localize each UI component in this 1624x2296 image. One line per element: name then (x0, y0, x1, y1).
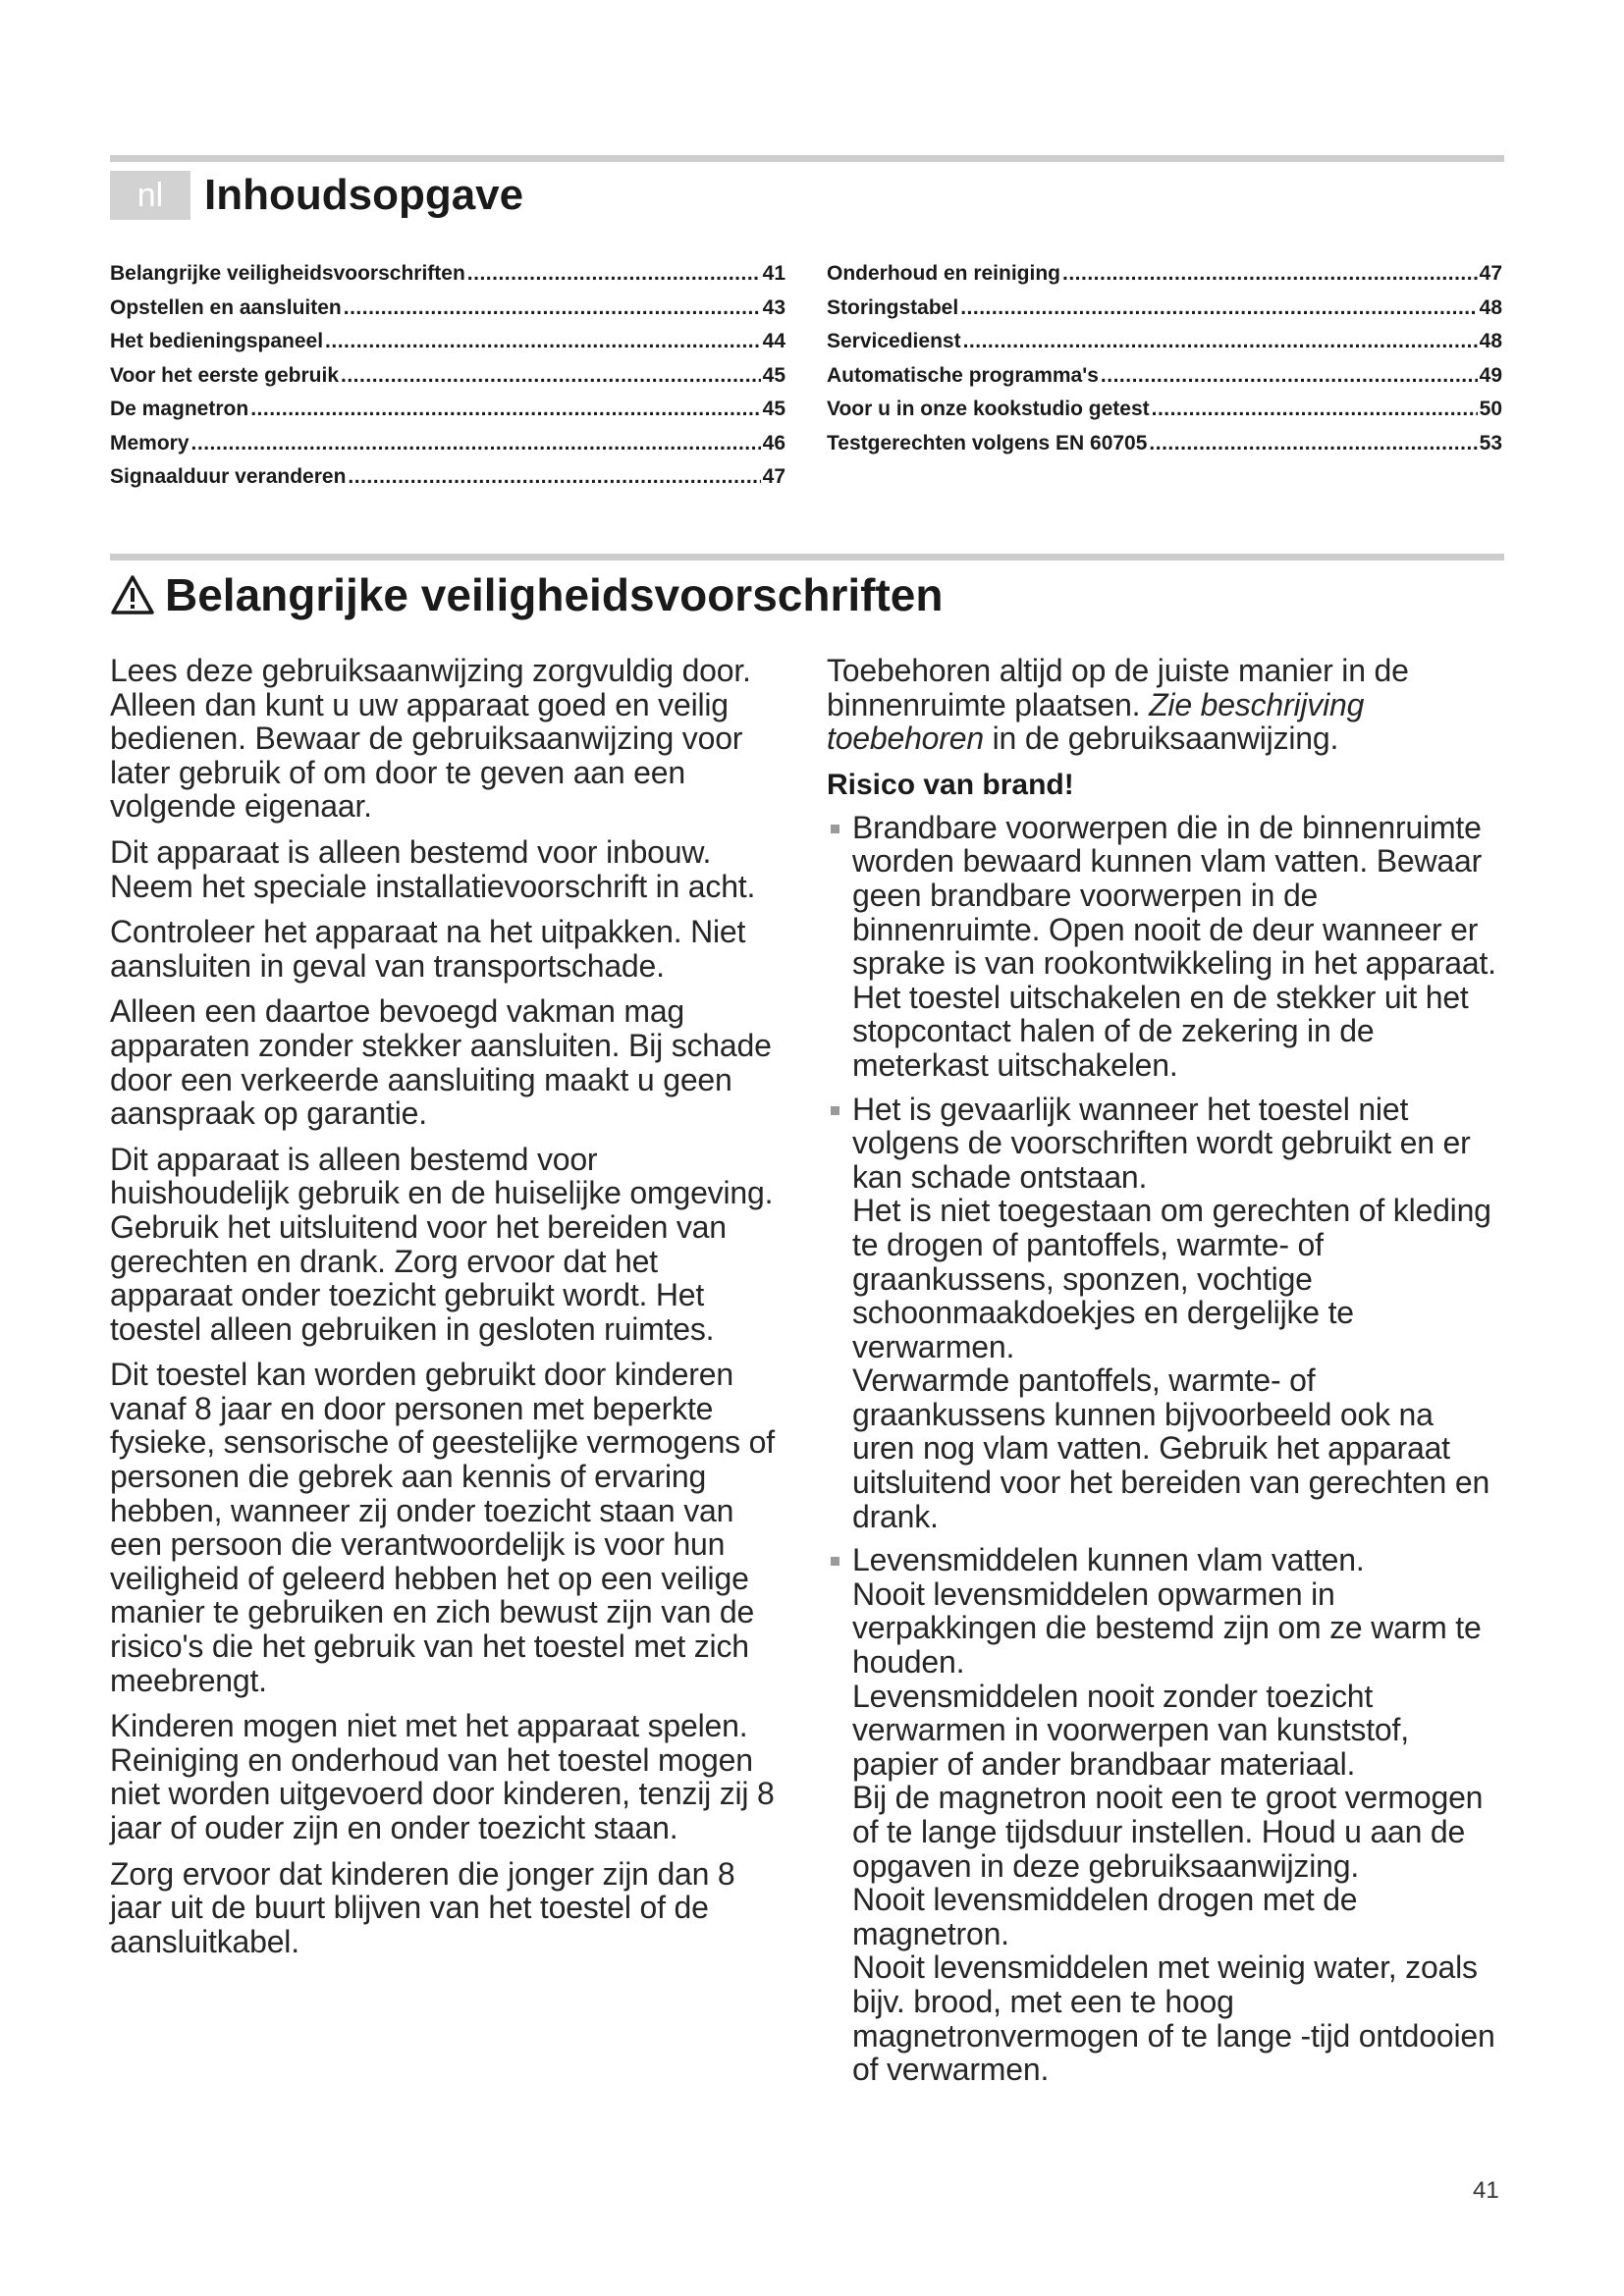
safety-paragraph: Kinderen mogen niet met het apparaat spelen. Reiniging en onderhoud van het toestel mogen niet worden uitgevoerd door kinderen, tenzij zij 8 jaar of ouder zijn en onder toezicht staan. (110, 1708, 775, 1845)
toc-right-column (827, 257, 1502, 460)
toc-entry-label: Automatische programma's (827, 363, 1099, 387)
toc-entry-page: 44 (762, 330, 785, 352)
toc-entry-page: 41 (762, 262, 785, 285)
toc-left-column (110, 257, 785, 495)
accessory-reference: Zie beschrijving toebehoren (827, 686, 1365, 757)
toc-leader (325, 325, 761, 359)
toc-leader (963, 325, 1478, 359)
page-number: 41 (1473, 2177, 1499, 2204)
toc-entry[interactable] (110, 325, 785, 359)
language-badge: nl (110, 171, 190, 220)
bullet-marker (831, 825, 839, 833)
toc-entry-page: 47 (1479, 262, 1502, 285)
toc-entry-label: Onderhoud en reiniging (827, 262, 1060, 285)
toc-entry-label: Memory (110, 431, 189, 454)
toc-entry-page: 50 (1479, 398, 1502, 420)
toc-entry-label: Servicedienst (827, 330, 961, 352)
toc-entry-label: Signaalduur veranderen (110, 465, 347, 488)
toc-entry[interactable] (110, 393, 785, 427)
toc-entry[interactable] (827, 393, 1502, 427)
toc-entry[interactable] (110, 359, 785, 394)
toc-entry[interactable] (110, 292, 785, 326)
section-rule (110, 554, 1504, 561)
toc-entry-page: 48 (1479, 295, 1502, 319)
toc-entry[interactable] (827, 325, 1502, 359)
bullet-marker (831, 1106, 839, 1115)
toc-entry-page: 53 (1479, 431, 1502, 454)
toc-leader (341, 359, 761, 394)
toc-entry-label: Storingstabel (827, 295, 959, 319)
toc-leader (250, 393, 760, 427)
section-heading (110, 563, 943, 626)
accessory-text: Toebehoren altijd op de juiste manier in de binnenruimte plaatsen. (827, 653, 1409, 722)
toc-entry-page: 49 (1479, 363, 1502, 387)
accessory-paragraph (827, 654, 1500, 756)
toc-entry[interactable] (110, 427, 785, 461)
toc-entry[interactable] (827, 427, 1502, 461)
bullet-item (827, 811, 1500, 1083)
toc-entry-page: 43 (762, 295, 785, 319)
toc-entry-page: 48 (1479, 330, 1502, 352)
bullet-text: Brandbare voorwerpen die in de binnenruimte worden bewaard kunnen vlam vatten. Bewaar geen brandbare voorwerpen in de binnenruimte. Open nooit de deur wanneer er sprake is van rookontwikkeling in het apparaat. Het toestel uitschakelen en de stekker uit het stopcontact halen of de zekering in de meterkast uitschakelen. (852, 809, 1496, 1083)
toc-leader (1062, 257, 1478, 292)
toc-entry-page: 45 (762, 398, 785, 420)
toc-leader (467, 257, 761, 292)
toc-leader (1152, 393, 1478, 427)
toc-entry-label: Voor het eerste gebruik (110, 363, 340, 387)
safety-paragraph: Lees deze gebruiksaanwijzing zorgvuldig door. Alleen dan kunt u uw apparaat goed en veilig bedienen. Bewaar de gebruiksaanwijzing voor later gebruik of om door te geven aan een volgende eigenaar. (110, 653, 751, 825)
toc-entry-page: 45 (762, 363, 785, 387)
toc-entry-page: 46 (762, 431, 785, 454)
safety-paragraph: Controleer het apparaat na het uitpakken. Niet aansluiten in geval van transportschade. (110, 914, 746, 984)
toc-entry-label: Testgerechten volgens EN 60705 (827, 431, 1148, 454)
toc-entry[interactable] (827, 257, 1502, 292)
toc-entry-label: Belangrijke veiligheidsvoorschriften (110, 262, 465, 285)
toc-entry-label: Het bedieningspaneel (110, 330, 324, 352)
toc-entry[interactable] (827, 359, 1502, 394)
toc-leader (344, 292, 761, 326)
toc-entry-label: De magnetron (110, 398, 249, 420)
safety-left-column (110, 654, 784, 1970)
warning-triangle-icon (110, 574, 155, 615)
bullet-item (827, 1543, 1500, 2087)
section-title: Belangrijke veiligheidsvoorschriften (165, 569, 944, 620)
bullet-text: Levensmiddelen kunnen vlam vatten. Nooit levensmiddelen opwarmen in verpakkingen die bestemd zijn om ze warm te houden. Levensmiddelen nooit zonder toezicht verwarmen in voorwerpen van kunststof, papier of ander brandbaar materiaal. Bij de magnetron nooit een te groot vermogen of te lange tijdsduur instellen. Houd u aan de opgaven in deze gebruiksaanwijzing. Nooit levensmiddelen drogen met de magnetron. Nooit levensmiddelen met weinig water, zoals bijv. brood, met een te hoog magnetronvermogen of te lange -tijd ontdooien of verwarmen. (852, 1542, 1495, 2088)
toc-title: Inhoudsopgave (204, 171, 524, 219)
header-rule (110, 155, 1504, 162)
toc-entry[interactable] (110, 460, 785, 495)
toc-entry[interactable] (110, 257, 785, 292)
fire-risk-heading: Risico van brand! (827, 768, 1074, 801)
safety-paragraph: Dit apparaat is alleen bestemd voor huishoudelijk gebruik en de huiselijke omgeving. Gebruik het uitsluitend voor het bereiden van gerechten en drank. Zorg ervoor dat het apparaat onder toezicht gebruikt wordt. Het toestel alleen gebruiken in gesloten ruimtes. (110, 1141, 774, 1347)
toc-leader (348, 460, 760, 495)
toc-entry-page: 47 (762, 465, 785, 488)
accessory-text-tail: in de gebruiksaanwijzing. (983, 721, 1339, 757)
bullet-marker (831, 1557, 839, 1566)
safety-paragraph: Dit apparaat is alleen bestemd voor inbouw. Neem het speciale installatievoorschrift in acht. (110, 833, 756, 904)
safety-paragraph: Alleen een daartoe bevoegd vakman mag apparaten zonder stekker aansluiten. Bij schade door een verkeerde aansluiting maakt u geen aanspraak op garantie. (110, 993, 772, 1132)
bullet-text: Het is gevaarlijk wanneer het toestel niet volgens de voorschriften wordt gebruikt en er kan schade ontstaan. Het is niet toegestaan om gerechten of kleding te drogen of pantoffels, warmte- of graankussens, sponzen, vochtige schoonmaakdoekjes en dergelijke te verwarmen. Verwarmde pantoffels, warmte- of graankussens kunnen bijvoorbeeld ook na uren nog vlam vatten. Gebruik het apparaat uitsluitend voor het bereiden van gerechten en drank. (852, 1091, 1491, 1534)
safety-right-column (827, 654, 1500, 2097)
safety-paragraph: Dit toestel kan worden gebruikt door kinderen vanaf 8 jaar en door personen met beperkte fysieke, sensorische of geestelijke vermogens of personen die gebrek aan kennis of ervaring hebben, wanneer zij onder toezicht staan van een persoon die verantwoordelijk is voor hun veiligheid of geleerd hebben het op een veilige manier te gebruiken en zich bewust zijn van de risico's die het gebruik van het toestel met zich meebrengt. (110, 1357, 775, 1698)
bullet-item (827, 1093, 1500, 1534)
toc-leader (960, 292, 1477, 326)
safety-paragraph: Zorg ervoor dat kinderen die jonger zijn dan 8 jaar uit de buurt blijven van het toestel of de aansluitkabel. (110, 1855, 735, 1959)
toc-leader (1101, 359, 1478, 394)
toc-entry-label: Voor u in onze kookstudio getest (827, 398, 1150, 420)
toc-entry-label: Opstellen en aansluiten (110, 295, 342, 319)
toc-leader (1149, 427, 1477, 461)
toc-entry[interactable] (827, 292, 1502, 326)
toc-leader (191, 427, 761, 461)
